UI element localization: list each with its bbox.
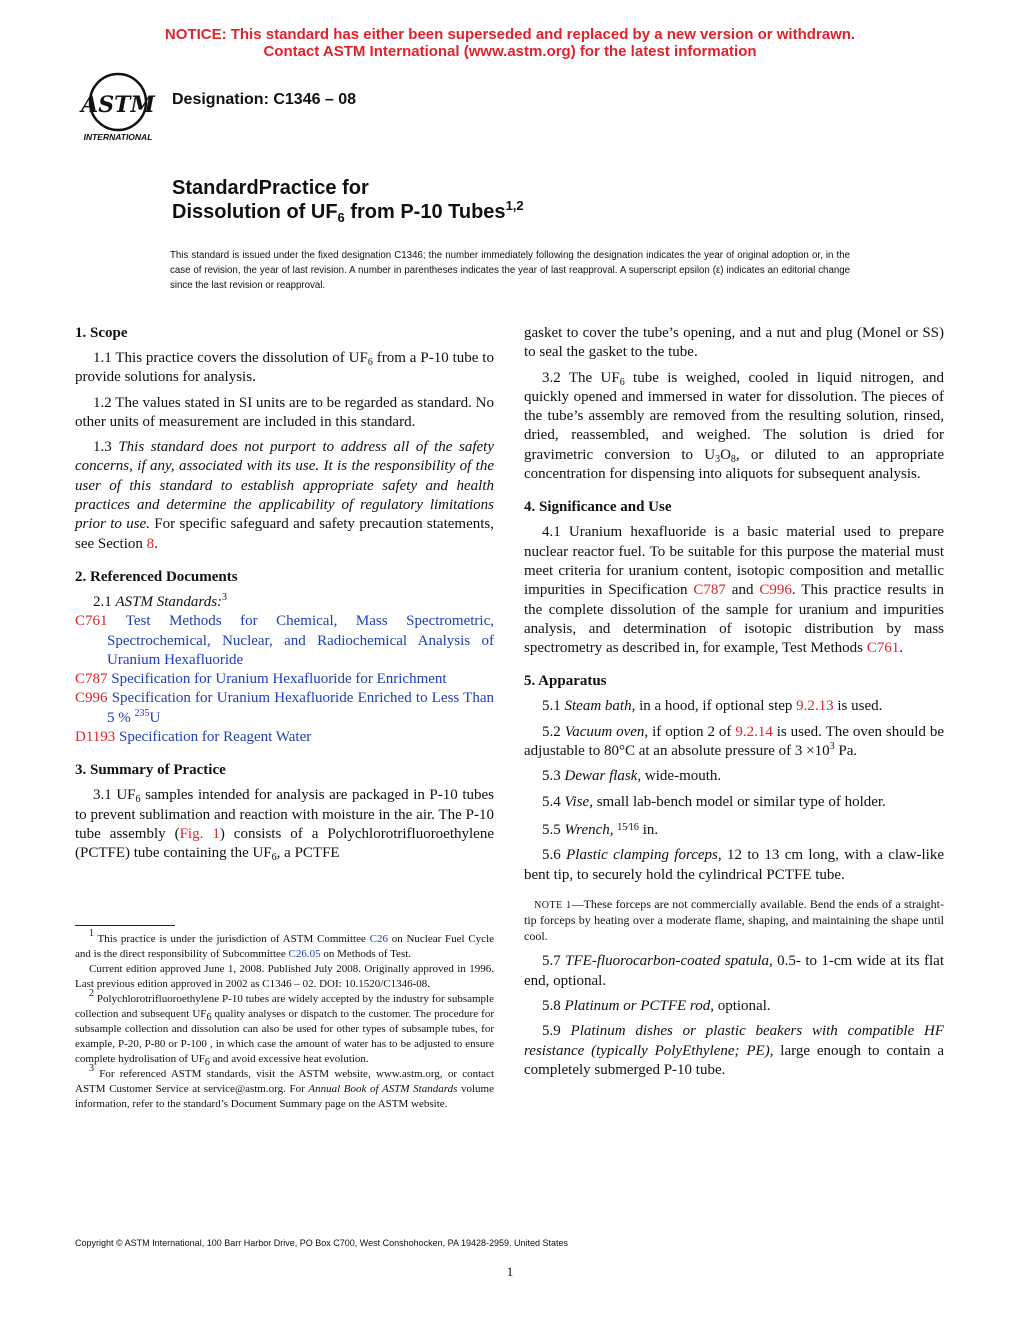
c26-link[interactable]: C26 bbox=[369, 933, 388, 945]
ref-c996[interactable]: C996 Specification for Uranium Hexafluoride Enriched to Less Than 5 % $^{235}$U bbox=[75, 690, 495, 726]
apparatus-5-4: 5.4 Vise, small lab-bench model or similar type of holder. bbox=[542, 793, 886, 810]
summary-3-1-continued: gasket to cover the tube’s opening, and a nut and plug (Monel or SS) to seal the gasket to the tube. bbox=[524, 325, 944, 361]
footnote-1-edition: Current edition approved June 1, 2008. Published July 2008. Originally approved in 1996. Last previous edition approved in 2002 as C1346 – 02. DOI: 10.1520/C1346-08. bbox=[75, 963, 494, 990]
section-8-link[interactable]: 8 bbox=[146, 535, 155, 552]
c996-link[interactable]: C996 bbox=[759, 582, 792, 599]
footnote-1: $^1$ This practice is under the jurisdiction of ASTM Committee C26 on Nuclear Fuel Cycle and is the direct responsibility of Subcommittee C26.05 on Methods of Test. bbox=[75, 928, 495, 960]
footnote-2: $^2$ Polychlorotrifluoroethylene P-10 tubes are widely accepted by the industry for subsample collection and subsequent $UF_6$ quality analyses or dispatch to the customer. The procedure for subsample collection and dissolution can also be used for other types of subsample tubes, for example, P-20, P-80 or P-100 , in which case the amount of water has to be adjusted to ensure complete hydrolisation of $UF_6$ and avoid excessive heat evolution. bbox=[75, 988, 495, 1068]
c761-link[interactable]: C761 bbox=[866, 640, 900, 657]
apparatus-5-1: 5.1 Steam bath, in a hood, if optional step 9.2.13 is used. bbox=[542, 698, 883, 715]
significance-4-1: 4.1 Uranium hexafluoride is a basic material used to prepare nuclear reactor fuel. To be suitable for this purpose the material must meet criteria for uranium content, isotopic composition and metallic impurities in Specification C787 and C996. This practice results in the complete dissolution of the sample for uranium and impurities analysis, and determination of isotopic distribution by mass spectrometry as described in, for example, Test Methods C761. bbox=[524, 524, 944, 657]
apparatus-5-9: 5.9 Platinum dishes or plastic beakers with compatible HF resistance (typically PolyEthylene; PE), large enough to contain a completely submerged P-10 tube. bbox=[524, 1023, 945, 1078]
footnotes bbox=[75, 928, 495, 1112]
section-referenced-heading: 2. Referenced Documents bbox=[75, 568, 238, 585]
ref-c761[interactable]: C761 Test Methods for Chemical, Mass Spectrometric, Spectrochemical, Nuclear, and Radiochemical Analysis of Uranium Hexafluoride bbox=[75, 613, 494, 668]
notice-line-2: Contact ASTM International (www.astm.org) for the latest information bbox=[263, 43, 757, 60]
ref-d1193[interactable]: D1193 Specification for Reagent Water bbox=[75, 729, 312, 746]
step-9-2-14-link[interactable]: 9.2.14 bbox=[735, 723, 773, 740]
note-1: NOTE 1—These forceps are not commercially available. Bend the ends of a straight-tip forceps by heating over a moderate flame, shaping, and maintaining the shape until cool. bbox=[524, 896, 944, 943]
footnote-3: $^3$ For referenced ASTM standards, visit the ASTM website, www.astm.org, or contact ASTM Customer Service at service@astm.org. For Annual Book of ASTM Standards volume information, refer to the standard’s Document Summary page on the ASTM website. bbox=[75, 1063, 494, 1110]
scope-1-1: 1.1 This practice covers the dissolution of $UF_6$ from a P-10 tube to provide solutions for analysis. bbox=[75, 350, 494, 386]
right-column bbox=[524, 324, 944, 1086]
left-column bbox=[75, 324, 494, 870]
apparatus-5-7: 5.7 TFE-fluorocarbon-coated spatula, 0.5- to 1-cm wide at its flat end, optional. bbox=[524, 953, 944, 989]
copyright: Copyright © ASTM International, 100 Barr Harbor Drive, PO Box C700, West Conshohocken, PA 19428-2959. United States bbox=[75, 1238, 569, 1248]
section-summary-heading: 3. Summary of Practice bbox=[75, 762, 226, 779]
apparatus-5-2: 5.2 Vacuum oven, if option 2 of 9.2.14 is used. The oven should be adjustable to 80°C at an absolute pressure of $3 \times 10^3$ Pa. bbox=[524, 723, 944, 760]
apparatus-5-5: 5.5 Wrench, $^{15⁄16}$ in. bbox=[542, 821, 659, 838]
title-line-2: Dissolution of $UF_6$ from P-10 Tubes$^{1,2}$ bbox=[172, 198, 524, 225]
apparatus-5-8: 5.8 Platinum or PCTFE rod, optional. bbox=[542, 997, 771, 1014]
scope-1-3: 1.3 This standard does not purport to address all of the safety concerns, if any, associated with its use. It is the responsibility of the user of this standard to establish appropriate safety and health practices and determine the applicability of regulatory limitations prior to use. For specific safeguard and safety precaution statements, see Section 8. bbox=[75, 439, 495, 552]
referenced-2-1: 2.1 ASTM Standards:$^3$ bbox=[93, 591, 228, 610]
step-9-2-13-link[interactable]: 9.2.13 bbox=[796, 698, 834, 715]
section-significance-heading: 4. Significance and Use bbox=[524, 499, 672, 516]
summary-3-1-part-a: 3.1 $UF_6$ samples intended for analysis are packaged in P-10 tubes to prevent sublimation and reaction with moisture in the air. The P-10 tube assembly (Fig. 1) consists of a Polychlorotrifluoroethylene (PCTFE) tube containing the $UF_6$, a PCTFE bbox=[75, 787, 494, 864]
standard-title bbox=[172, 176, 524, 224]
section-scope-heading: 1. Scope bbox=[75, 325, 128, 341]
astm-logo-icon bbox=[72, 72, 164, 144]
scope-1-2: 1.2 The values stated in SI units are to be regarded as standard. No other units of measurement are included in this standard. bbox=[75, 394, 494, 430]
page-number: 1 bbox=[506, 1264, 514, 1279]
apparatus-5-3: 5.3 Dewar flask, wide-mouth. bbox=[542, 768, 722, 785]
fig-1-link[interactable]: Fig. 1 bbox=[179, 825, 220, 842]
apparatus-5-6: 5.6 Plastic clamping forceps, 12 to 13 cm long, with a claw-like bent tip, to securely hold the cylindrical PCTFE tube. bbox=[524, 847, 945, 883]
c787-link[interactable]: C787 bbox=[693, 582, 726, 599]
logo-letters: ASTM bbox=[81, 92, 155, 118]
section-apparatus-heading: 5. Apparatus bbox=[524, 673, 607, 690]
withdrawal-notice bbox=[0, 26, 1020, 60]
designation: Designation: C1346 – 08 bbox=[172, 91, 357, 108]
summary-3-2: 3.2 The $UF_6$ tube is weighed, cooled in liquid nitrogen, and quickly opened and immersed in water for dissolution. The pieces of the tube’s assembly are removed from the resulting solution, rinsed, dried, reassembled, and weighed. The solution is dried for gravimetric conversion to $U_3O_8$, or diluted to an appropriate concentration for dispensing into aliquots for subsequent analysis. bbox=[524, 369, 944, 483]
notice-line-1: NOTICE: This standard has either been superseded and replaced by a new version or withdrawn. bbox=[164, 26, 856, 43]
ref-c787[interactable]: C787 Specification for Uranium Hexafluoride for Enrichment bbox=[75, 671, 447, 688]
c26-05-link[interactable]: C26.05 bbox=[288, 948, 321, 960]
title-line-1: StandardPractice for bbox=[172, 177, 369, 199]
logo-subtext: INTERNATIONAL bbox=[83, 132, 153, 142]
footnote-rule bbox=[75, 925, 175, 926]
preamble: This standard is issued under the fixed designation C1346; the number immediately following the designation indicates the year of original adoption or, in the case of revision, the year of last revision. A number in parentheses indicates the year of last reapproval. A superscript epsilon (ε) indicates an editorial change since the last revision or reapproval. bbox=[170, 250, 850, 291]
astm-logo bbox=[72, 72, 164, 144]
